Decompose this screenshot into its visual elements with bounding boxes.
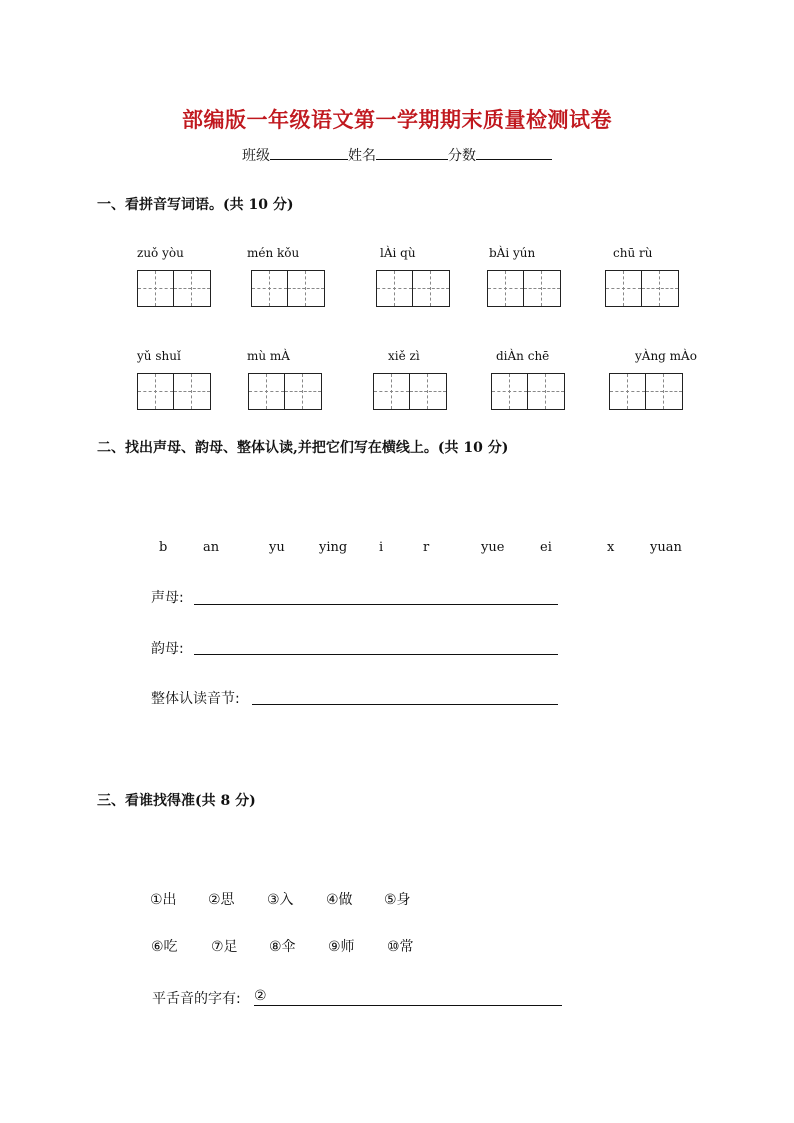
- writing-grid[interactable]: [373, 373, 447, 410]
- shengmu-label: 声母:: [151, 590, 184, 606]
- section1-heading: 一、看拼音写词语。(共 10 分): [97, 197, 294, 213]
- syllable: b: [159, 540, 168, 555]
- writing-grid[interactable]: [605, 270, 679, 307]
- zhengti-answer-line[interactable]: [252, 703, 558, 705]
- syllable: yuan: [650, 540, 682, 555]
- answer-value[interactable]: ②: [254, 988, 267, 1004]
- pinyin-label: xiě zì: [388, 349, 420, 363]
- pinyin-label: chū rù: [613, 246, 653, 260]
- class-label: 班级: [242, 148, 270, 164]
- character-item: ⑤身: [384, 892, 411, 908]
- writing-grid[interactable]: [609, 373, 683, 410]
- answer-label: 平舌音的字有:: [152, 991, 241, 1007]
- name-blank[interactable]: [376, 145, 448, 160]
- score-label: 分数: [448, 148, 476, 164]
- character-item: ⑩常: [387, 939, 414, 955]
- pinyin-label: mù mÀ: [247, 349, 290, 363]
- section2-heading: 二、找出声母、韵母、整体认读,并把它们写在横线上。(共 10 分): [97, 440, 509, 456]
- zhengti-label: 整体认读音节:: [151, 691, 240, 707]
- character-item: ⑦足: [211, 939, 238, 955]
- syllable: ying: [319, 540, 348, 555]
- character-item: ③入: [267, 892, 294, 908]
- pinyin-label: mén kǒu: [247, 246, 300, 260]
- pinyin-label: zuǒ yòu: [137, 246, 184, 260]
- syllable: an: [203, 540, 220, 555]
- character-item: ⑨师: [328, 939, 355, 955]
- syllable: i: [379, 540, 384, 555]
- score-blank[interactable]: [476, 145, 552, 160]
- pinyin-label: yǔ shuǐ: [137, 349, 181, 363]
- character-item: ④做: [326, 892, 353, 908]
- yunmu-label: 韵母:: [151, 641, 184, 657]
- character-item: ①出: [150, 892, 177, 908]
- yunmu-answer-line[interactable]: [194, 653, 558, 655]
- character-item: ⑧伞: [269, 939, 296, 955]
- pinyin-label: bÀi yún: [489, 246, 536, 260]
- syllable: yue: [481, 540, 505, 555]
- writing-grid[interactable]: [248, 373, 322, 410]
- class-blank[interactable]: [270, 145, 348, 160]
- writing-grid[interactable]: [251, 270, 325, 307]
- pinyin-label: lÀi qù: [380, 246, 416, 260]
- writing-grid[interactable]: [487, 270, 561, 307]
- writing-grid[interactable]: [137, 270, 211, 307]
- pinyin-label: diÀn chē: [496, 349, 550, 363]
- writing-grid[interactable]: [491, 373, 565, 410]
- name-label: 姓名: [348, 148, 376, 164]
- page-title: 部编版一年级语文第一学期期末质量检测试卷: [182, 108, 612, 132]
- pinyin-label: yÀng mÀo: [635, 349, 697, 363]
- section3-heading: 三、看谁找得准(共 8 分): [97, 793, 256, 809]
- shengmu-answer-line[interactable]: [194, 603, 558, 605]
- student-info: [0, 145, 794, 165]
- writing-grid[interactable]: [376, 270, 450, 307]
- writing-grid[interactable]: [137, 373, 211, 410]
- syllable: x: [607, 540, 615, 555]
- syllable: yu: [269, 540, 285, 555]
- character-item: ②思: [208, 892, 235, 908]
- syllable: ei: [540, 540, 552, 555]
- pingshe-answer-line[interactable]: [254, 1004, 562, 1006]
- character-item: ⑥吃: [151, 939, 178, 955]
- syllable: r: [423, 540, 430, 555]
